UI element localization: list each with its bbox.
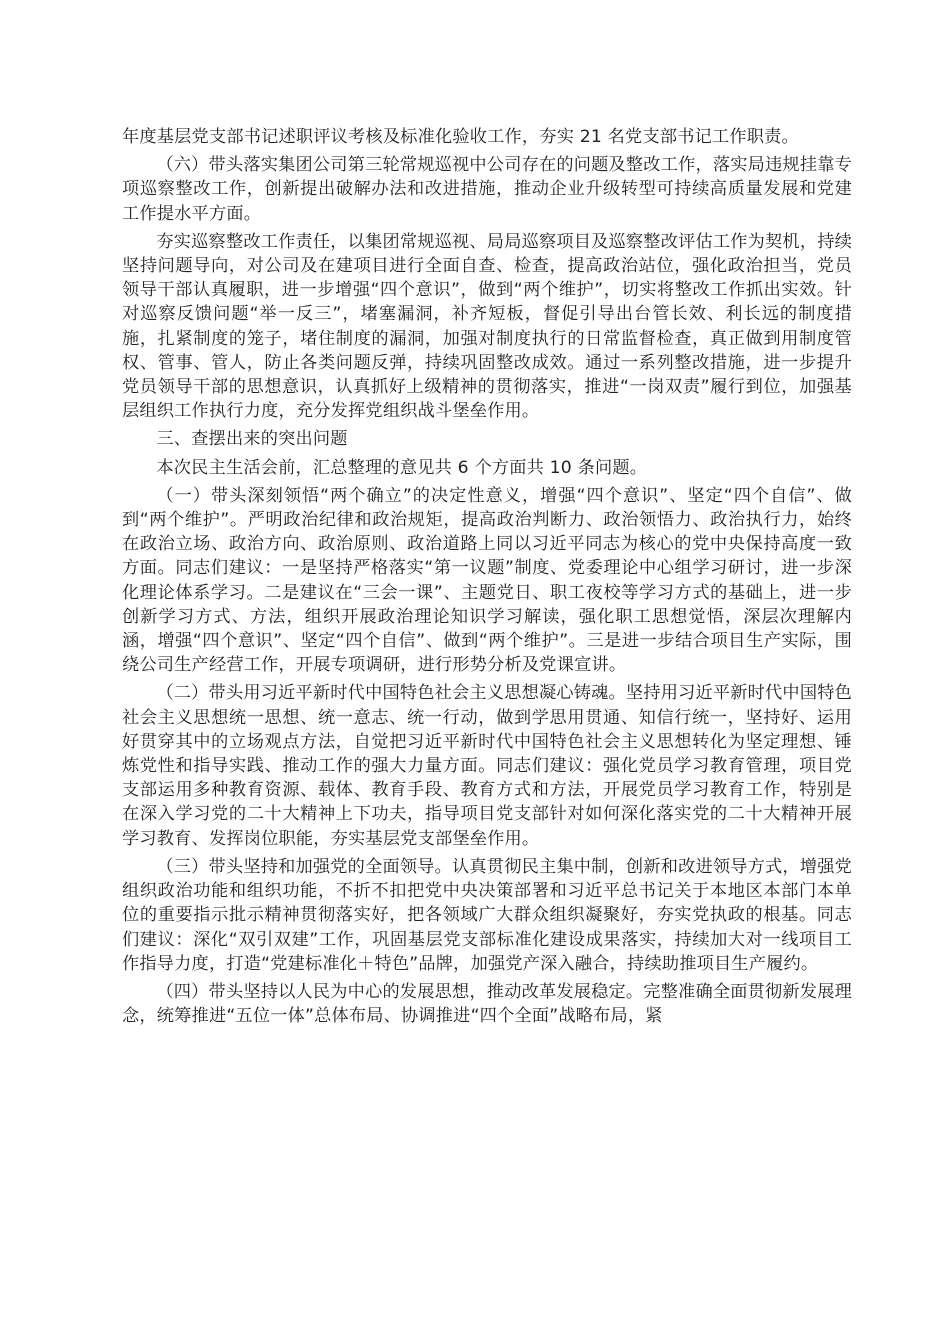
paragraph-inspection-rectification: 夯实巡察整改工作责任，以集团常规巡视、局局巡察项目及巡察整改评估工作为契机，持续坚持问题导向，对公司及在建项目进行全面自查、检查，提高政治站位，强化政治担当，党员领导干部认真履职，进一步增强“四个意识”，做到“两个维护”，切实将整改工作抓出实效。针对巡察反馈问题“举一反三”，堵塞漏洞，补齐短板，督促引导出台管长效、利长远的制度措施，扎紧制度的笼子，堵住制度的漏洞，加强对制度执行的日常监督检查，真正做到用制度管权、管事、管人，防止各类问题反弹，持续巩固整改成效。通过一系列整改措施，进一步提升党员领导干部的思想意识，认真抓好上级精神的贯彻落实，推进“一岗双责”履行到位，加强基层组织工作执行力度，充分发挥党组织战斗堡垒作用。 <box>122 231 852 422</box>
document-body <box>122 125 852 1032</box>
paragraph-problem-1: （一）带头深刻领悟“两个确立”的决定性意义，增强“四个意识”、坚定“四个自信”、做到“两个维护”。严明政治纪律和政治规矩，提高政治判断力、政治领悟力、政治执行力，始终在政治立场、政治方向、政治原则、政治道路上同以习近平同志为核心的党中央保持高度一致方面。同志们建议：一是坚持严格落实“第一议题”制度、党委理论中心组学习研讨，进一步深化理论体系学习。二是建议在“三会一课”、主题党日、职工夜校等学习方式的基础上，进一步创新学习方式、方法，组织开展政治理论知识学习解读，强化职工思想觉悟，深层次理解内涵，增强“四个意识”、坚定“四个自信”、做到“两个维护”。三是进一步结合项目生产实际，围绕公司生产经营工作，开展专项调研，进行形势分析及党课宣讲。 <box>122 485 852 676</box>
paragraph-continuation: 年度基层党支部书记述职评议考核及标准化验收工作，夯实 21 名党支部书记工作职责。 <box>122 127 799 147</box>
section-heading-3: 三、查摆出来的突出问题 <box>156 429 348 450</box>
paragraph-problem-3: （三）带头坚持和加强党的全面领导。认真贯彻民主集中制，创新和改进领导方式，增强党组织政治功能和组织功能，不折不扣把党中央决策部署和习近平总书记关于本地区本部门本单位的重要指示批示精神贯彻落实好，把各领域广大群众组织凝聚好，夯实党执政的根基。同志们建议：深化“双引双建”工作，巩固基层党支部标准化建设成果落实，持续加大对一线项目工作指导力度，打造“党建标准化＋特色”品牌，加强党产深入融合，持续助推项目生产履约。 <box>122 856 852 974</box>
paragraph-summary: 本次民主生活会前，汇总整理的意见共 6 个方面共 10 条问题。 <box>156 457 648 478</box>
paragraph-problem-2: （二）带头用习近平新时代中国特色社会主义思想凝心铸魂。坚持用习近平新时代中国特色社会主义思想统一思想、统一意志、统一行动，做到学思用贯通、知信行统一，坚持好、运用好贯穿其中的立场观点方法，自觉把习近平新时代中国特色社会主义思想转化为坚定理想、锤炼党性和指导实践、推动工作的强大力量方面。同志们建议：强化党员学习教育管理，项目党支部运用多种教育资源、载体、教育手段、教育方式和方法，开展党员学习教育工作，特别是在深入学习党的二十大精神上下功夫，指导项目党支部针对如何深化落实党的二十大精神开展学习教育、发挥岗位职能，夯实基层党支部堡垒作用。 <box>122 683 852 849</box>
paragraph-item-6: （六）带头落实集团公司第三轮常规巡视中公司存在的问题及整改工作，落实局违规挂靠专项巡察整改工作，创新提出破解办法和改进措施，推动企业升级转型可持续高质量发展和党建工作提水平方面。 <box>122 155 852 224</box>
paragraph-problem-4: （四）带头坚持以人民为中心的发展思想，推动改革发展稳定。完整准确全面贯彻新发展理念，统筹推进“五位一体”总体布局、协调推进“四个全面”战略布局，紧 <box>122 981 852 1027</box>
